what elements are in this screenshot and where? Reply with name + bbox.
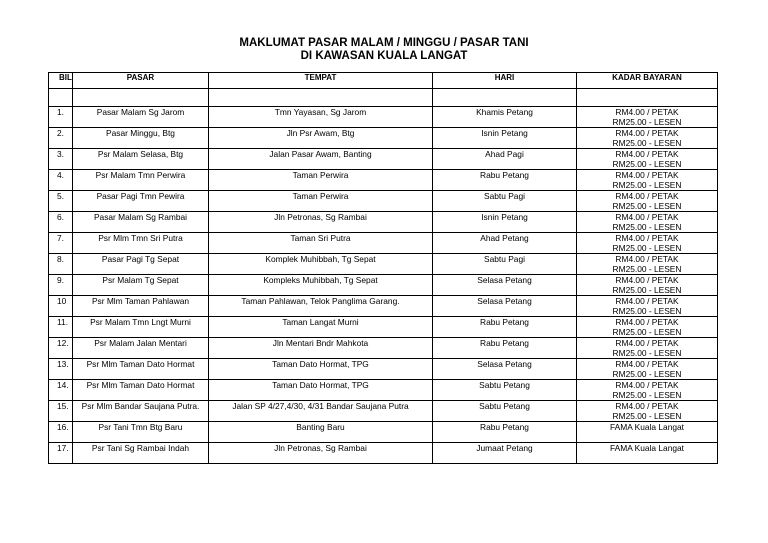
- table-row: [49, 254, 718, 275]
- rate-line-2: RM25.00 - LESEN: [612, 306, 682, 316]
- cell-kadar-bayaran: [577, 149, 718, 170]
- cell-hari: Selasa Petang: [433, 275, 577, 296]
- cell-kadar-bayaran: [577, 107, 718, 128]
- cell-kadar-bayaran: [577, 212, 718, 233]
- cell-pasar: Psr Malam Tmn Lngt Murni: [73, 317, 209, 338]
- cell-tempat: Jln Mentari Bndr Mahkota: [209, 338, 433, 359]
- document-title: MAKLUMAT PASAR MALAM / MINGGU / PASAR TANI: [239, 37, 529, 49]
- cell-pasar: Pasar Malam Sg Rambai: [73, 212, 209, 233]
- cell-kadar-bayaran: [577, 401, 718, 422]
- table-row: [49, 359, 718, 380]
- header-kadar-bayaran: KADAR BAYARAN: [577, 73, 718, 89]
- table-row: [49, 275, 718, 296]
- table-row: [49, 296, 718, 317]
- cell-kadar-bayaran: [577, 170, 718, 191]
- cell-hari: Rabu Petang: [433, 338, 577, 359]
- document-subtitle: DI KAWASAN KUALA LANGAT: [300, 50, 468, 62]
- rate-line-1: RM4.00 / PETAK: [615, 359, 679, 369]
- cell-pasar: Psr Tani Sg Rambai Indah: [73, 443, 209, 464]
- cell-kadar-bayaran: [577, 317, 718, 338]
- cell-tempat: Taman Pahlawan, Telok Panglima Garang.: [209, 296, 433, 317]
- cell-pasar: Psr Tani Tmn Btg Baru: [73, 422, 209, 443]
- cell-hari: Sabtu Petang: [433, 401, 577, 422]
- cell-tempat: Taman Perwira: [209, 191, 433, 212]
- cell-pasar: Pasar Minggu, Btg: [73, 128, 209, 149]
- cell-kadar-bayaran: [577, 128, 718, 149]
- cell-bil: 1.: [49, 107, 73, 128]
- cell-hari: Isnin Petang: [433, 212, 577, 233]
- table-row: [49, 380, 718, 401]
- cell-pasar: Psr Malam Tmn Perwira: [73, 170, 209, 191]
- cell-bil: 9.: [49, 275, 73, 296]
- cell-kadar-bayaran: [577, 380, 718, 401]
- cell-kadar-bayaran: [577, 191, 718, 212]
- table-row: [49, 191, 718, 212]
- cell-pasar: Pasar Pagi Tg Sepat: [73, 254, 209, 275]
- cell-pasar: Psr Mlm Tmn Sri Putra: [73, 233, 209, 254]
- rate-line-2: RM25.00 - LESEN: [612, 411, 682, 421]
- table-row: [49, 443, 718, 464]
- rate-line-1: RM4.00 / PETAK: [615, 107, 679, 117]
- rate-line-2: RM25.00 - LESEN: [612, 138, 682, 148]
- cell-hari: Ahad Petang: [433, 233, 577, 254]
- cell-bil: 6.: [49, 212, 73, 233]
- cell-bil: 10: [49, 296, 73, 317]
- cell-tempat: Kompleks Muhibbah, Tg Sepat: [209, 275, 433, 296]
- rate-line-2: RM25.00 - LESEN: [612, 264, 682, 274]
- cell-pasar: Pasar Malam Sg Jarom: [73, 107, 209, 128]
- cell-hari: Khamis Petang: [433, 107, 577, 128]
- cell-bil: 4.: [49, 170, 73, 191]
- cell-hari: Jumaat Petang: [433, 443, 577, 464]
- table-row: [49, 338, 718, 359]
- rate-line-1: RM4.00 / PETAK: [615, 170, 679, 180]
- rate-line-2: RM25.00 - LESEN: [612, 159, 682, 169]
- table-row: [49, 317, 718, 338]
- cell-hari: Sabtu Petang: [433, 380, 577, 401]
- cell-kadar-bayaran: [577, 233, 718, 254]
- table-row: [49, 422, 718, 443]
- cell-bil: 2.: [49, 128, 73, 149]
- cell-bil: 12.: [49, 338, 73, 359]
- cell-hari: Sabtu Pagi: [433, 191, 577, 212]
- cell-kadar-bayaran: [577, 296, 718, 317]
- cell-hari: Rabu Petang: [433, 170, 577, 191]
- cell-kadar-bayaran: [577, 422, 718, 443]
- table-row: [49, 149, 718, 170]
- cell-hari: Isnin Petang: [433, 128, 577, 149]
- rate-line-1: RM4.00 / PETAK: [615, 254, 679, 264]
- empty-cell: [433, 89, 577, 107]
- table-row: [49, 233, 718, 254]
- header-hari: HARI: [433, 73, 577, 89]
- rate-line-1: FAMA Kuala Langat: [609, 422, 685, 432]
- cell-tempat: Taman Sri Putra: [209, 233, 433, 254]
- cell-tempat: Banting Baru: [209, 422, 433, 443]
- rate-line-2: RM25.00 - LESEN: [612, 348, 682, 358]
- empty-cell: [49, 89, 73, 107]
- table-row: [49, 212, 718, 233]
- cell-bil: 17.: [49, 443, 73, 464]
- cell-bil: 15.: [49, 401, 73, 422]
- cell-pasar: Psr Malam Selasa, Btg: [73, 149, 209, 170]
- rate-line-2: RM25.00 - LESEN: [612, 201, 682, 211]
- table-row: [49, 170, 718, 191]
- cell-pasar: Psr Malam Tg Sepat: [73, 275, 209, 296]
- empty-cell: [73, 89, 209, 107]
- cell-tempat: Jln Petronas, Sg Rambai: [209, 212, 433, 233]
- cell-tempat: Komplek Muhibbah, Tg Sepat: [209, 254, 433, 275]
- cell-bil: 3.: [49, 149, 73, 170]
- rate-line-1: RM4.00 / PETAK: [615, 275, 679, 285]
- rate-line-1: RM4.00 / PETAK: [615, 380, 679, 390]
- cell-kadar-bayaran: [577, 443, 718, 464]
- cell-bil: 5.: [49, 191, 73, 212]
- rate-line-1: RM4.00 / PETAK: [615, 191, 679, 201]
- cell-tempat: Jln Petronas, Sg Rambai: [209, 443, 433, 464]
- rate-line-1: FAMA Kuala Langat: [609, 443, 685, 453]
- cell-pasar: Psr Mlm Taman Pahlawan: [73, 296, 209, 317]
- rate-line-2: RM25.00 - LESEN: [612, 117, 682, 127]
- cell-pasar: Psr Mlm Taman Dato Hormat: [73, 380, 209, 401]
- table-row: [49, 107, 718, 128]
- rate-line-2: RM25.00 - LESEN: [612, 369, 682, 379]
- cell-tempat: Tmn Yayasan, Sg Jarom: [209, 107, 433, 128]
- rate-line-1: RM4.00 / PETAK: [615, 317, 679, 327]
- table-header-row: [49, 73, 718, 89]
- rate-line-1: RM4.00 / PETAK: [615, 296, 679, 306]
- cell-pasar: Psr Mlm Taman Dato Hormat: [73, 359, 209, 380]
- cell-bil: 16.: [49, 422, 73, 443]
- cell-tempat: Jln Psr Awam, Btg: [209, 128, 433, 149]
- cell-tempat: Jalan Pasar Awam, Banting: [209, 149, 433, 170]
- market-table: [48, 72, 718, 464]
- rate-line-1: RM4.00 / PETAK: [615, 128, 679, 138]
- rate-line-1: RM4.00 / PETAK: [615, 401, 679, 411]
- rate-line-2: RM25.00 - LESEN: [612, 285, 682, 295]
- cell-bil: 11.: [49, 317, 73, 338]
- cell-hari: Rabu Petang: [433, 317, 577, 338]
- cell-tempat: Taman Dato Hormat, TPG: [209, 359, 433, 380]
- cell-pasar: Psr Mlm Bandar Saujana Putra.: [73, 401, 209, 422]
- table-row: [49, 401, 718, 422]
- cell-hari: Selasa Petang: [433, 359, 577, 380]
- cell-tempat: Taman Perwira: [209, 170, 433, 191]
- cell-bil: 8.: [49, 254, 73, 275]
- header-tempat: TEMPAT: [209, 73, 433, 89]
- cell-kadar-bayaran: [577, 275, 718, 296]
- cell-hari: Rabu Petang: [433, 422, 577, 443]
- cell-hari: Ahad Pagi: [433, 149, 577, 170]
- cell-kadar-bayaran: [577, 254, 718, 275]
- rate-line-1: RM4.00 / PETAK: [615, 212, 679, 222]
- rate-line-1: RM4.00 / PETAK: [615, 233, 679, 243]
- cell-bil: 13.: [49, 359, 73, 380]
- rate-line-2: RM25.00 - LESEN: [612, 180, 682, 190]
- cell-tempat: Taman Langat Murni: [209, 317, 433, 338]
- cell-pasar: Pasar Pagi Tmn Pewira: [73, 191, 209, 212]
- rate-line-2: RM25.00 - LESEN: [612, 327, 682, 337]
- cell-kadar-bayaran: [577, 338, 718, 359]
- cell-hari: Sabtu Pagi: [433, 254, 577, 275]
- header-pasar: PASAR: [73, 73, 209, 89]
- rate-line-2: RM25.00 - LESEN: [612, 390, 682, 400]
- empty-cell: [577, 89, 718, 107]
- cell-bil: 7.: [49, 233, 73, 254]
- empty-cell: [209, 89, 433, 107]
- cell-bil: 14.: [49, 380, 73, 401]
- rate-line-1: RM4.00 / PETAK: [615, 338, 679, 348]
- header-bil: BIL: [49, 73, 73, 89]
- empty-row: [49, 89, 718, 107]
- cell-tempat: Jalan SP 4/27,4/30, 4/31 Bandar Saujana Putra: [209, 401, 433, 422]
- rate-line-2: RM25.00 - LESEN: [612, 222, 682, 232]
- cell-kadar-bayaran: [577, 359, 718, 380]
- rate-line-1: RM4.00 / PETAK: [615, 149, 679, 159]
- table-row: [49, 128, 718, 149]
- cell-hari: Selasa Petang: [433, 296, 577, 317]
- cell-tempat: Taman Dato Hormat, TPG: [209, 380, 433, 401]
- cell-pasar: Psr Malam Jalan Mentari: [73, 338, 209, 359]
- rate-line-2: RM25.00 - LESEN: [612, 243, 682, 253]
